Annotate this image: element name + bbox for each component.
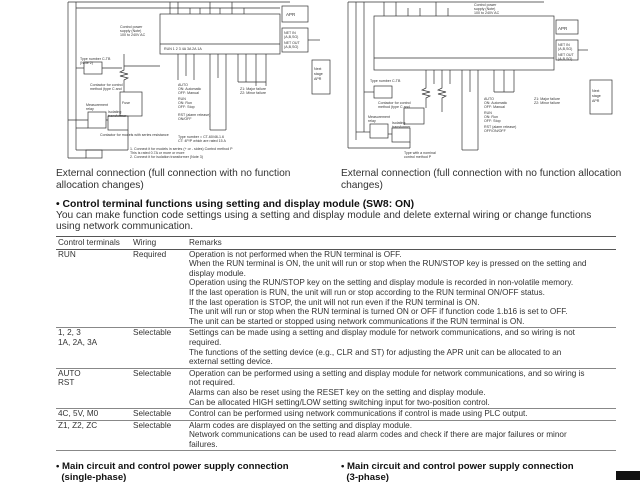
diag-left-auto-1: AUTO	[178, 83, 188, 87]
diag-left-netin-1: NET IN	[284, 31, 296, 35]
diag-right-netout-2: (A,B,SG)	[558, 57, 573, 61]
diag-left-measure-2: relay	[86, 107, 94, 111]
diag-left-netin-2: (A,B,SG)	[284, 35, 299, 39]
diag-right-alarm-1: Z1: Major failure	[534, 97, 560, 101]
remark-line: Control can be performed using network communications if control is made using PLC output.	[189, 409, 528, 419]
diag-left-contactor-2: method (type C and	[90, 87, 122, 91]
diag-right-auto-1: AUTO	[484, 97, 494, 101]
diag-left-fuse: Fuse	[122, 101, 130, 105]
diag-right-run-1: RUN	[484, 111, 492, 115]
diag-left-auto-2: ON: Automatic	[178, 87, 202, 91]
table-header-row	[56, 237, 616, 250]
remark-line: failures.	[189, 439, 218, 449]
remark-line: The unit will run or stop when the RUN terminal is turned ON or OFF if function code 1.b16 is set to OFF.	[189, 307, 568, 317]
diag-right-xfmr: Type number C-TB	[370, 79, 401, 83]
diag-right-run-2: ON: Run	[484, 115, 498, 119]
control-terminals-table	[56, 236, 616, 451]
diag-left-note-3: 1. Connect it for models in series (+ or - sides) Control method P	[130, 147, 233, 151]
heading-line: • Main circuit and control power supply connection	[341, 461, 574, 472]
cell-terminals: 4C, 5V, M0	[58, 409, 99, 419]
diag-left-note-5: 2. Connect it for isolation transformer (Note 3)	[130, 155, 203, 159]
page-tab-marker	[616, 471, 640, 480]
diag-right-rst-1: RST (alarm release)	[484, 125, 517, 129]
diag-left-next-1: Next	[314, 67, 322, 71]
remark-line: display module.	[189, 268, 246, 278]
diag-left-power-2: supply (Note)	[120, 29, 142, 33]
cell-wiring: Required	[131, 249, 187, 328]
diag-right-auto-3: OFF: Manual	[484, 105, 505, 109]
diag-right-power-1: Control power	[474, 3, 497, 7]
diag-left-auto-3: OFF: Manual	[178, 91, 199, 95]
diag-left-terminals: RUN 1 2 3 4A 3A 2A 1A	[164, 47, 202, 51]
diag-left-power-3: 100 to 240V AC	[120, 33, 146, 37]
cell-terminals: 1A, 2A, 3A	[58, 337, 98, 347]
diag-right-rst-2: OFF/ON/OFF	[484, 129, 506, 133]
remark-line: Alarm codes are displayed on the setting and display module.	[189, 420, 413, 430]
remark-line: Settings can be made using a setting and display module for network communications, and so wiring is not	[189, 328, 575, 338]
remark-line: The unit can be started or stopped using network communications if the RUN terminal is ON.	[189, 316, 525, 326]
diag-right-isolating-1: Isolating	[392, 121, 406, 125]
diag-left-alarm-2: Z2: Minor failure	[240, 91, 266, 95]
remark-line: If the last operation is STOP, the unit will not run even if the RUN terminal is ON.	[189, 297, 480, 307]
diag-left-apr: APR	[286, 12, 296, 17]
remark-line: required.	[189, 337, 222, 347]
diag-right-apr: APR	[558, 26, 568, 31]
cell-remarks	[187, 249, 616, 328]
table-row	[56, 409, 616, 421]
diag-left-isolating-2: transformer	[108, 114, 127, 118]
remark-line: not required.	[189, 378, 235, 388]
diag-right-auto-2: ON: Automatic	[484, 101, 508, 105]
remark-line: Network communications can be used to read alarm codes and check if there are major failures or minor	[189, 430, 567, 440]
diag-right-next-1: Next	[592, 89, 600, 93]
cell-terminals: RUN	[58, 249, 76, 259]
remark-line: Alarms can also be reset using the RESET key on the setting and display module.	[189, 387, 486, 397]
col-header-remarks: Remarks	[187, 237, 616, 250]
cell-wiring: Selectable	[131, 409, 187, 421]
diag-right-resistor-1: Type with a nominal	[404, 151, 436, 155]
col-header-wiring: Wiring	[131, 237, 187, 250]
cell-remarks	[187, 328, 616, 368]
table-row	[56, 249, 616, 328]
diag-right-contactor-1: Contactor for control	[378, 101, 411, 105]
diag-left-isolating-1: Isolating	[108, 110, 122, 114]
cell-terminals: 1, 2, 3	[58, 328, 81, 338]
section-intro: You can make function code settings using a setting and display module and delete external wiring or change functions using network communication.	[56, 210, 592, 232]
heading-line: (3-phase)	[341, 471, 389, 483]
diag-right-resistor-2: control method P	[404, 155, 432, 159]
remark-line: Operation using the RUN/STOP key on the setting and display module is recorded in non-volatile memory.	[189, 278, 574, 288]
diag-left-xfmr-1: Type number C-TB	[80, 57, 111, 61]
cell-wiring: Selectable	[131, 328, 187, 368]
diag-left-run-2: ON: Run	[178, 101, 192, 105]
diag-left-power-1: Control power	[120, 25, 143, 29]
diag-left-xfmr-2: (Note 2)	[80, 61, 93, 65]
diag-right-isolating-2: transformer	[392, 125, 411, 129]
diag-left-resistor: Contactor for models with series resistance	[100, 133, 169, 137]
remark-line: Operation can be performed using a setting and display module for network communications, and so wiring is	[189, 368, 585, 378]
cell-remarks	[187, 420, 616, 451]
diag-left-netout-2: (A,B,SG)	[284, 45, 299, 49]
cell-terminals: Z1, Z2, ZC	[58, 420, 98, 430]
diag-left-contactor-1: Contactor for control	[90, 83, 123, 87]
diag-right-contactor-2: method (type C and	[378, 105, 410, 109]
caption-left: External connection (full connection with no function allocation changes)	[56, 168, 291, 191]
diag-right-netin-1: NET IN	[558, 43, 570, 47]
caption-right: External connection (full connection with no function allocation changes)	[341, 168, 622, 191]
cell-wiring: Selectable	[131, 368, 187, 408]
diag-left-rst-1: RST (alarm release)	[178, 113, 211, 117]
diag-left-note-2: CT: 4P/P which are rated 15 A	[178, 139, 226, 143]
diag-left-measure-1: Measurement	[86, 103, 108, 107]
diag-right-next-3: APR	[592, 99, 600, 103]
remark-line: Operation is not performed when the RUN terminal is OFF.	[189, 249, 402, 259]
diag-right-next-2: stage	[592, 94, 601, 98]
diag-left-next-2: stage	[314, 72, 323, 76]
diag-left-note-1: Type number = CT-60/46-1.6	[178, 135, 225, 139]
remark-line: If the last operation is RUN, the unit will run or stop according to the RUN terminal ON/OFF status.	[189, 287, 545, 297]
diag-right-run-3: OFF: Stop	[484, 119, 501, 123]
remark-line: external setting device.	[189, 357, 273, 367]
table-row	[56, 328, 616, 368]
heading-line: • Main circuit and control power supply connection	[56, 461, 289, 472]
cell-terminals: AUTO	[58, 368, 81, 378]
cell-terminals: RST	[58, 378, 75, 388]
cell-remarks	[187, 368, 616, 408]
wiring-diagram-right	[344, 0, 616, 166]
diag-right-netout-1: NET OUT	[558, 53, 574, 57]
diag-left-note-4: This is rated 0.7A or more or more	[130, 151, 185, 155]
diag-right-netin-2: (A,B,SG)	[558, 47, 573, 51]
diag-right-alarm-2: Z2: Minor failure	[534, 101, 560, 105]
table-row	[56, 420, 616, 451]
diag-right-measure-2: relay	[368, 119, 376, 123]
remark-line: The functions of the setting device (e.g., CLR and ST) for adjusting the APR unit can be allocated to an	[189, 347, 562, 357]
section-title: • Control terminal functions using setting and display module (SW8: ON)	[56, 199, 415, 210]
diag-left-netout-1: NET OUT	[284, 41, 300, 45]
diag-left-rst-2: ON/OFF	[178, 117, 192, 121]
remark-line: Can be allocated HIGH setting/LOW setting switching input for two-position control.	[189, 397, 490, 407]
cell-wiring: Selectable	[131, 420, 187, 451]
remark-line: When the RUN terminal is ON, the unit will run or stop when the RUN/STOP key is pressed on the setting and	[189, 259, 587, 269]
table-row	[56, 368, 616, 408]
wiring-diagram-left	[60, 0, 332, 166]
diag-left-run-1: RUN	[178, 97, 186, 101]
diag-right-power-3: 100 to 240V AC	[474, 11, 500, 15]
diag-left-run-3: OFF: Stop	[178, 105, 195, 109]
diag-left-alarm-1: Z1: Major failure	[240, 87, 266, 91]
diag-left-next-3: APR	[314, 77, 322, 81]
heading-line: (single-phase)	[56, 471, 127, 483]
cell-remarks	[187, 409, 616, 421]
diag-right-measure-1: Measurement	[368, 115, 390, 119]
col-header-terminals: Control terminals	[56, 237, 131, 250]
diag-right-power-2: supply (Note)	[474, 7, 496, 11]
